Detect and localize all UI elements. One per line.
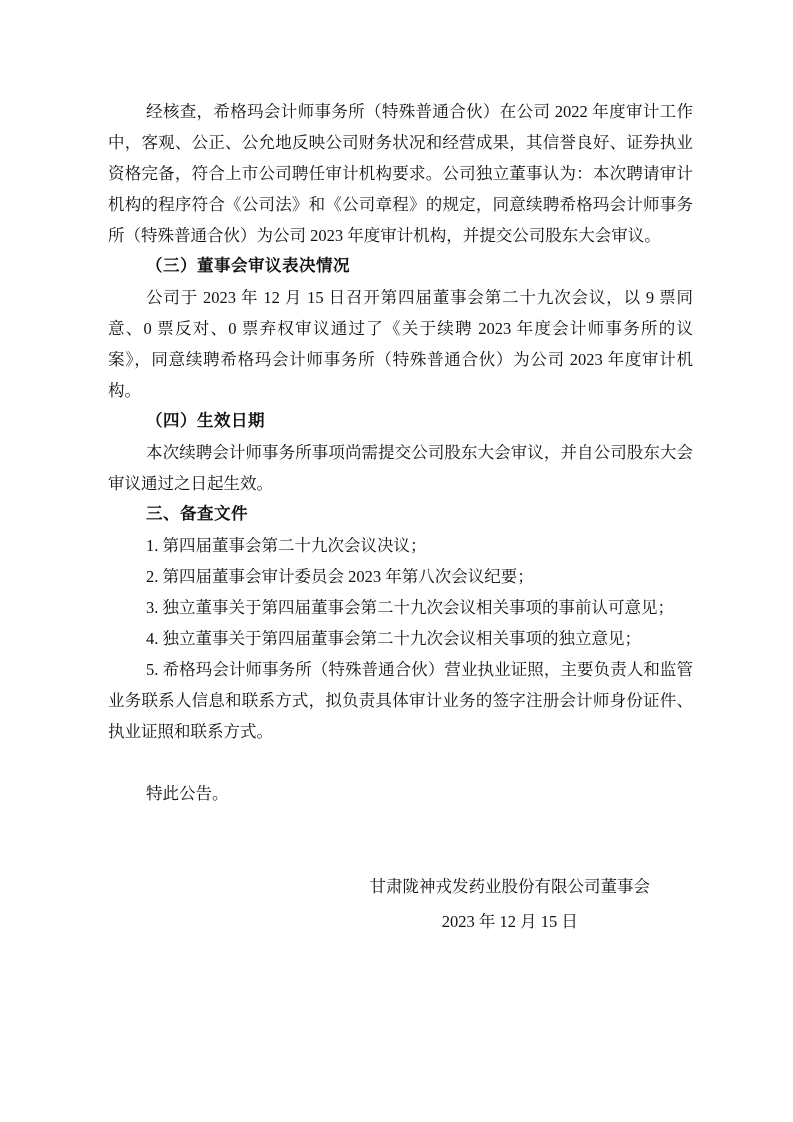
signature-block <box>370 871 651 937</box>
section-heading-effective-date: （四）生效日期 <box>146 412 265 430</box>
paragraph-voting-result: 公司于 2023 年 12 月 15 日召开第四届董事会第二十九次会议，以 9 票同意、0 票反对、0 票弃权审议通过了《关于续聘 2023 年度会计师事务所的议案》，同意续聘希格玛会计师事务所（特殊普通合伙）为公司 2023 年度审计机构。 <box>108 288 693 400</box>
reference-item: 2. 第四届董事会审计委员会 2023 年第八次会议纪要； <box>146 567 534 586</box>
section-heading-reference-documents: 三、备查文件 <box>146 505 248 523</box>
reference-item: 3. 独立董事关于第四届董事会第二十九次会议相关事项的事前认可意见； <box>146 598 674 617</box>
reference-item: 1. 第四届董事会第二十九次会议决议； <box>146 536 427 555</box>
signature-date: 2023 年 12 月 15 日 <box>441 912 578 931</box>
closing-statement: 特此公告。 <box>146 784 229 803</box>
section-heading-voting-result: （三）董事会审议表决情况 <box>146 257 350 275</box>
intro-paragraph: 经核查，希格玛会计师事务所（特殊普通合伙）在公司 2022 年度审计工作中，客观、公正、公允地反映公司财务状况和经营成果，其信誉良好、证券执业资格完备，符合上市公司聘任审计机构要求。公司独立董事认为：本次聘请审计机构的程序符合《公司法》和《公司章程》的规定，同意续聘希格玛会计师事务所（特殊普通合伙）为公司 2023 年度审计机构，并提交公司股东大会审议。 <box>108 102 693 245</box>
reference-item: 4. 独立董事关于第四届董事会第二十九次会议相关事项的独立意见； <box>146 629 641 648</box>
signature-company: 甘肃陇神戎发药业股份有限公司董事会 <box>369 877 650 896</box>
reference-item: 5. 希格玛会计师事务所（特殊普通合伙）营业执业证照，主要负责人和监管业务联系人信息和联系方式，拟负责具体审计业务的签字注册会计师身份证件、执业证照和联系方式。 <box>108 660 693 741</box>
document-body <box>108 0 693 937</box>
paragraph-effective-date: 本次续聘会计师事务所事项尚需提交公司股东大会审议，并自公司股东大会审议通过之日起生效。 <box>108 443 693 493</box>
